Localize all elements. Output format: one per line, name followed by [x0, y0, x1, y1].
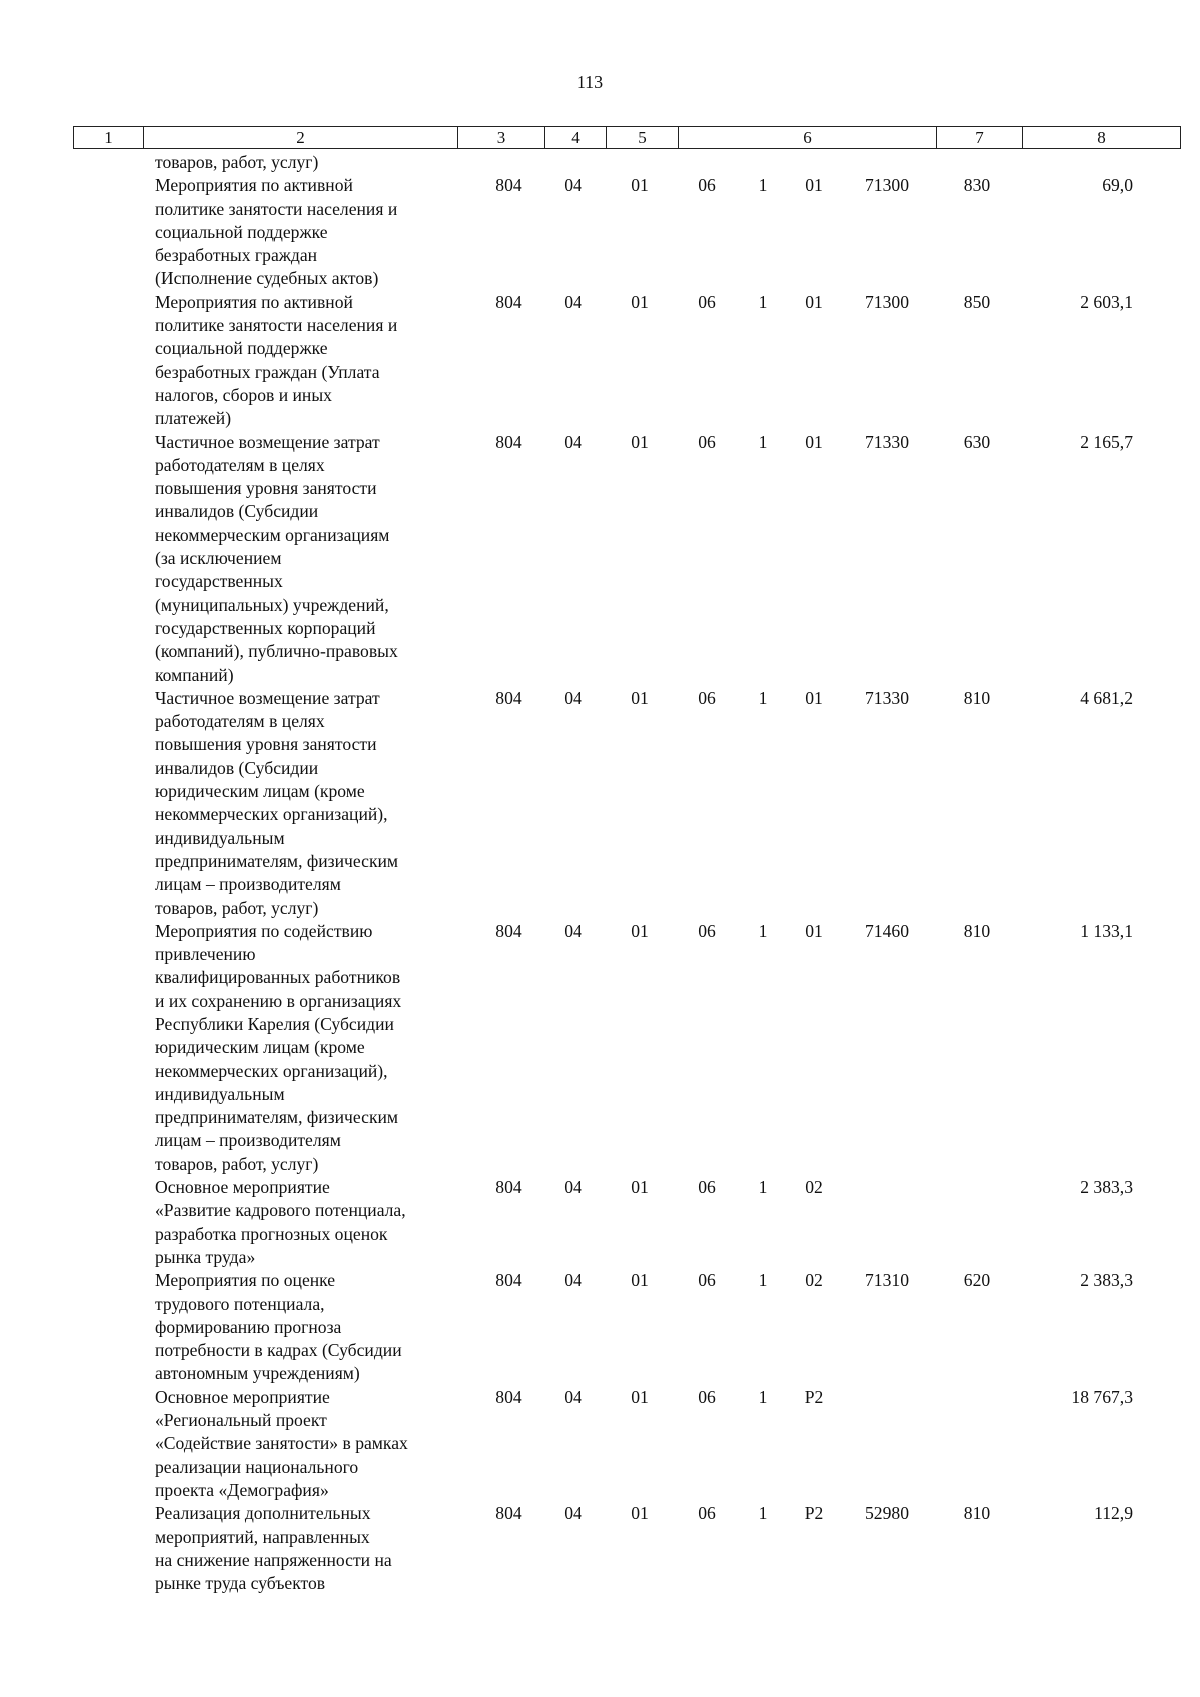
page-number: 113 [576, 72, 604, 92]
code-4: 04 [564, 1270, 582, 1291]
code-4: 04 [564, 687, 582, 708]
code-5-cell [604, 1269, 676, 1385]
row-name-cell [73, 1269, 475, 1385]
code-7: 620 [963, 1270, 991, 1291]
code-3-cell [475, 291, 542, 431]
row-name: товаров, работ, услуг) [155, 152, 319, 172]
code-7-cell [934, 1269, 1020, 1385]
code-6b-cell [738, 1176, 788, 1269]
code-6c: 01 [805, 687, 823, 708]
code-4-cell [542, 920, 604, 1176]
code-6d-cell [840, 1269, 934, 1385]
code-6d: 71460 [865, 920, 909, 941]
code-6a-cell [676, 151, 738, 174]
table-row [73, 920, 1180, 1176]
code-7-cell [934, 174, 1020, 290]
code-6a-cell [676, 1176, 738, 1269]
code-6c: 01 [805, 175, 823, 196]
code-6c-cell [788, 1176, 840, 1269]
amount: 18 767,3 [1071, 1386, 1133, 1407]
code-5-cell [604, 151, 676, 174]
amount: 69,0 [1102, 175, 1133, 196]
row-name-cell [73, 1386, 475, 1502]
code-6c-cell [788, 431, 840, 687]
amount: 112,9 [1094, 1503, 1133, 1524]
code-6a-cell [676, 920, 738, 1176]
code-6b: 1 [758, 431, 768, 452]
row-name: Мероприятия по активной политике занятости населения и социальной поддержке безработных граждан (Исполнение судебных актов) [155, 175, 398, 289]
code-4-cell [542, 174, 604, 290]
code-4-cell [542, 431, 604, 687]
code-6c-cell [788, 920, 840, 1176]
table-row [73, 1269, 1180, 1385]
code-6d: 71300 [865, 291, 909, 312]
code-6a: 06 [698, 175, 716, 196]
code-6c: 02 [805, 1177, 823, 1198]
code-6b-cell [738, 151, 788, 174]
column-header-5: 5 [607, 127, 679, 149]
amount-cell [1020, 1176, 1180, 1269]
code-5-cell [604, 431, 676, 687]
code-6b-cell [738, 687, 788, 920]
column-header-8: 8 [1023, 127, 1181, 149]
code-6c-cell [788, 1386, 840, 1502]
code-6b: 1 [758, 1270, 768, 1291]
table-row [73, 1386, 1180, 1502]
row-name-cell [73, 291, 475, 431]
code-6a: 06 [698, 1386, 716, 1407]
code-7: 830 [963, 175, 991, 196]
code-6a: 06 [698, 431, 716, 452]
column-header-2: 2 [144, 127, 458, 149]
code-5: 01 [631, 1386, 649, 1407]
code-6a: 06 [698, 1270, 716, 1291]
code-3-cell [475, 1502, 542, 1595]
code-4-cell [542, 1386, 604, 1502]
code-3: 804 [495, 1386, 522, 1407]
code-3: 804 [495, 431, 522, 452]
code-6a-cell [676, 174, 738, 290]
amount: 2 383,3 [1080, 1177, 1133, 1198]
code-7: 810 [963, 920, 991, 941]
code-7-cell [934, 1386, 1020, 1502]
code-3-cell [475, 687, 542, 920]
code-6c-cell [788, 174, 840, 290]
code-4: 04 [564, 291, 582, 312]
code-5-cell [604, 1386, 676, 1502]
amount: 2 383,3 [1080, 1270, 1133, 1291]
table-row [73, 174, 1180, 290]
code-6b-cell [738, 174, 788, 290]
code-4: 04 [564, 1503, 582, 1524]
code-5: 01 [631, 687, 649, 708]
code-4: 04 [564, 1386, 582, 1407]
code-6d: 71310 [865, 1270, 909, 1291]
amount: 2 603,1 [1080, 291, 1133, 312]
code-4-cell [542, 1269, 604, 1385]
code-6b-cell [738, 920, 788, 1176]
code-3: 804 [495, 920, 522, 941]
code-6d-cell [840, 431, 934, 687]
row-name-cell [73, 151, 475, 174]
row-name: Мероприятия по содействию привлечению квалифицированных работников и их сохранению в организациях Республики Карелия (Субсидии юридическим лицам (кроме некоммерческих организаций), индивидуальным предпринимателям, физическим лицам – производителям товаров, работ, услуг) [155, 920, 402, 1174]
code-5: 01 [631, 1177, 649, 1198]
code-3-cell [475, 920, 542, 1176]
code-6b: 1 [758, 175, 768, 196]
code-7-cell [934, 687, 1020, 920]
code-6a-cell [676, 1502, 738, 1595]
code-3-cell [475, 174, 542, 290]
code-3-cell [475, 431, 542, 687]
code-6a-cell [676, 687, 738, 920]
code-6c: 02 [805, 1270, 823, 1291]
code-3-cell [475, 151, 542, 174]
amount-cell [1020, 687, 1180, 920]
code-4: 04 [564, 431, 582, 452]
column-header-3: 3 [458, 127, 545, 149]
table-row [73, 291, 1180, 431]
column-header-7: 7 [937, 127, 1023, 149]
code-7-cell [934, 151, 1020, 174]
code-6a: 06 [698, 1177, 716, 1198]
amount-cell [1020, 1269, 1180, 1385]
code-6d-cell [840, 1502, 934, 1595]
row-name: Мероприятия по оценке трудового потенциала, формированию прогноза потребности в кадрах (Субсидии автономным учреждениям) [155, 1270, 402, 1384]
code-5-cell [604, 291, 676, 431]
code-6d: 71300 [865, 175, 909, 196]
code-6b: 1 [758, 1386, 768, 1407]
code-6a: 06 [698, 687, 716, 708]
code-6b-cell [738, 431, 788, 687]
code-6d: 52980 [865, 1503, 909, 1524]
amount-cell [1020, 291, 1180, 431]
code-5-cell [604, 687, 676, 920]
table-row [73, 1176, 1180, 1269]
amount-cell [1020, 174, 1180, 290]
code-6d: 71330 [865, 687, 909, 708]
code-6c: P2 [804, 1503, 824, 1524]
column-header-4: 4 [545, 127, 607, 149]
row-name-cell [73, 431, 475, 687]
row-name-cell [73, 920, 475, 1176]
code-5: 01 [631, 1270, 649, 1291]
code-6a-cell [676, 1386, 738, 1502]
code-7-cell [934, 920, 1020, 1176]
row-name-cell [73, 687, 475, 920]
code-6c-cell [788, 291, 840, 431]
code-6b-cell [738, 291, 788, 431]
column-header-row [74, 127, 1181, 149]
code-6b-cell [738, 1502, 788, 1595]
code-4-cell [542, 687, 604, 920]
code-3: 804 [495, 1270, 522, 1291]
code-6a: 06 [698, 1503, 716, 1524]
code-7: 850 [963, 291, 991, 312]
code-5-cell [604, 174, 676, 290]
code-3: 804 [495, 1503, 522, 1524]
row-name: Частичное возмещение затрат работодателям в целях повышения уровня занятости инвалидов (Субсидии некоммерческим организациям (за исключением государственных (муниципальных) учреждений, государственных корпораций (компаний), публично-правовых компаний) [155, 431, 398, 685]
code-5: 01 [631, 291, 649, 312]
code-7: 810 [963, 687, 991, 708]
code-6b: 1 [758, 920, 768, 941]
code-7-cell [934, 1176, 1020, 1269]
row-name: Частичное возмещение затрат работодателям в целях повышения уровня занятости инвалидов (Субсидии юридическим лицам (кроме некоммерческих организаций), индивидуальным предпринимателям, физическим лицам – производителям товаров, работ, услуг) [155, 687, 399, 918]
row-name: Основное мероприятие «Региональный проект «Содействие занятости» в рамках реализации национального проекта «Демография» [155, 1386, 408, 1500]
code-4-cell [542, 1176, 604, 1269]
code-6a-cell [676, 431, 738, 687]
amount: 1 133,1 [1080, 920, 1133, 941]
amount-cell [1020, 920, 1180, 1176]
code-6a: 06 [698, 291, 716, 312]
code-3: 804 [495, 687, 522, 708]
code-7-cell [934, 1502, 1020, 1595]
code-5-cell [604, 1176, 676, 1269]
column-header-table [73, 126, 1181, 149]
code-5: 01 [631, 1503, 649, 1524]
code-4-cell [542, 1502, 604, 1595]
code-5: 01 [631, 431, 649, 452]
code-6d: 71330 [865, 431, 909, 452]
code-6a-cell [676, 291, 738, 431]
code-3: 804 [495, 1177, 522, 1198]
code-6d-cell [840, 687, 934, 920]
code-6d-cell [840, 174, 934, 290]
amount: 4 681,2 [1080, 687, 1133, 708]
row-name: Мероприятия по активной политике занятости населения и социальной поддержке безработных граждан (Уплата налогов, сборов и иных платежей) [155, 291, 398, 429]
code-6d-cell [840, 151, 934, 174]
row-name-cell [73, 1502, 475, 1595]
code-5: 01 [631, 920, 649, 941]
code-4: 04 [564, 175, 582, 196]
code-4: 04 [564, 920, 582, 941]
code-6c-cell [788, 151, 840, 174]
code-6a-cell [676, 1269, 738, 1385]
code-4: 04 [564, 1177, 582, 1198]
code-6b: 1 [758, 687, 768, 708]
code-3: 804 [495, 291, 522, 312]
code-3-cell [475, 1269, 542, 1385]
amount-cell [1020, 1502, 1180, 1595]
code-7-cell [934, 431, 1020, 687]
code-5-cell [604, 1502, 676, 1595]
code-6c-cell [788, 1502, 840, 1595]
code-5: 01 [631, 175, 649, 196]
code-6d-cell [840, 291, 934, 431]
code-6b: 1 [758, 1177, 768, 1198]
amount-cell [1020, 151, 1180, 174]
code-4-cell [542, 151, 604, 174]
table-row [73, 151, 1180, 174]
table-row [73, 431, 1180, 687]
table-row [73, 687, 1180, 920]
row-name: Основное мероприятие «Развитие кадрового потенциала, разработка прогнозных оценок рынка труда» [155, 1177, 406, 1267]
code-6a: 06 [698, 920, 716, 941]
code-6b: 1 [758, 291, 768, 312]
code-6c: 01 [805, 920, 823, 941]
code-6b-cell [738, 1386, 788, 1502]
row-name-cell [73, 1176, 475, 1269]
code-7: 630 [963, 431, 991, 452]
code-3: 804 [495, 175, 522, 196]
row-name-cell [73, 174, 475, 290]
code-5-cell [604, 920, 676, 1176]
code-6b-cell [738, 1269, 788, 1385]
code-4-cell [542, 291, 604, 431]
row-name: Реализация дополнительных мероприятий, направленных на снижение напряженности на рынке труда субъектов [155, 1503, 392, 1594]
code-6d-cell [840, 920, 934, 1176]
table-row [73, 1502, 1180, 1595]
code-6c: 01 [805, 291, 823, 312]
code-6d-cell [840, 1176, 934, 1269]
amount-cell [1020, 431, 1180, 687]
code-6c: P2 [804, 1386, 824, 1407]
code-7: 810 [963, 1503, 991, 1524]
code-6b: 1 [758, 1503, 768, 1524]
code-3-cell [475, 1386, 542, 1502]
amount-cell [1020, 1386, 1180, 1502]
code-7-cell [934, 291, 1020, 431]
code-3-cell [475, 1176, 542, 1269]
column-header-6: 6 [679, 127, 937, 149]
code-6d-cell [840, 1386, 934, 1502]
column-header-1: 1 [74, 127, 144, 149]
code-6c-cell [788, 687, 840, 920]
amount: 2 165,7 [1080, 431, 1133, 452]
budget-table [73, 151, 1180, 1595]
code-6c-cell [788, 1269, 840, 1385]
code-6c: 01 [805, 431, 823, 452]
